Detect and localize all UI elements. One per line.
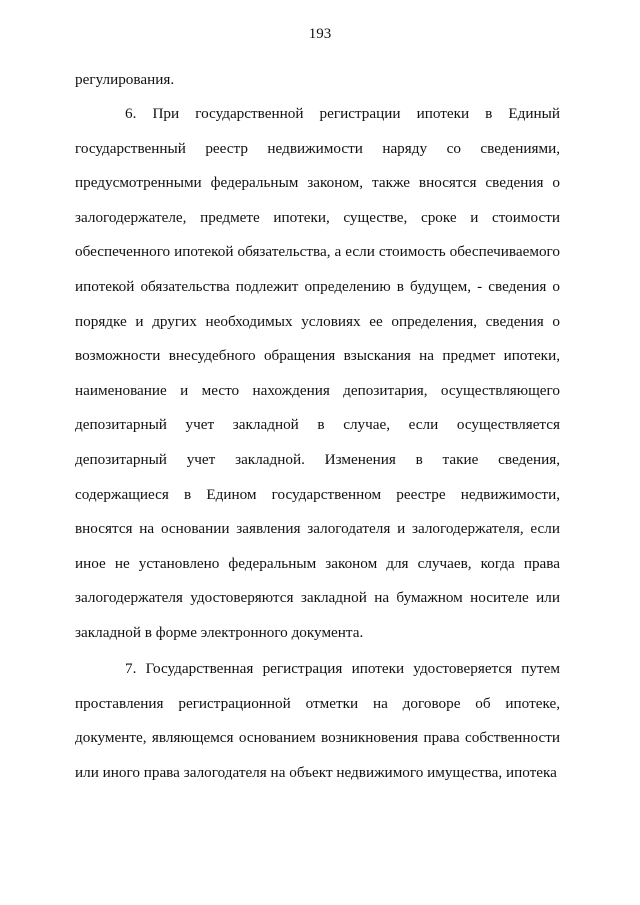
paragraph-6: 6. При государственной регистрации ипотеки в Единый государственный реестр недвижимости наряду со сведениями, предусмотренными федеральным законом, также вносятся сведения о залогодержателе, предмете ипотеки, существе, сроке и стоимости обеспеченного ипотекой обязательства, а если стоимость обеспечиваемого ипотекой обязательства подлежит определению в будущем, - сведения о порядке и других необходимых условиях ее определения, сведения о возможности внесудебного обращения взыскания на предмет ипотеки, наименование и место нахождения депозитария, осуществляющего депозитарный учет закладной в случае, если осуществляется депозитарный учет закладной. Изменения в такие сведения, содержащиеся в Едином государственном реестре недвижимости, вносятся на основании заявления залогодателя и залогодержателя, если иное не установлено федеральным законом для случаев, когда права залогодержателя удостоверяются закладной на бумажном носителе или закладной в форме электронного документа. [75,105,560,641]
continuation-text: регулирования. [75,71,175,88]
paragraph-7: 7. Государственная регистрация ипотеки удостоверяется путем проставления регистрационной отметки на договоре об ипотеке, документе, являющемся основанием возникновения права собственности или иного права залогодателя на объект недвижимого имущества, ипотека [75,660,560,781]
page-number: 193 [308,26,332,42]
